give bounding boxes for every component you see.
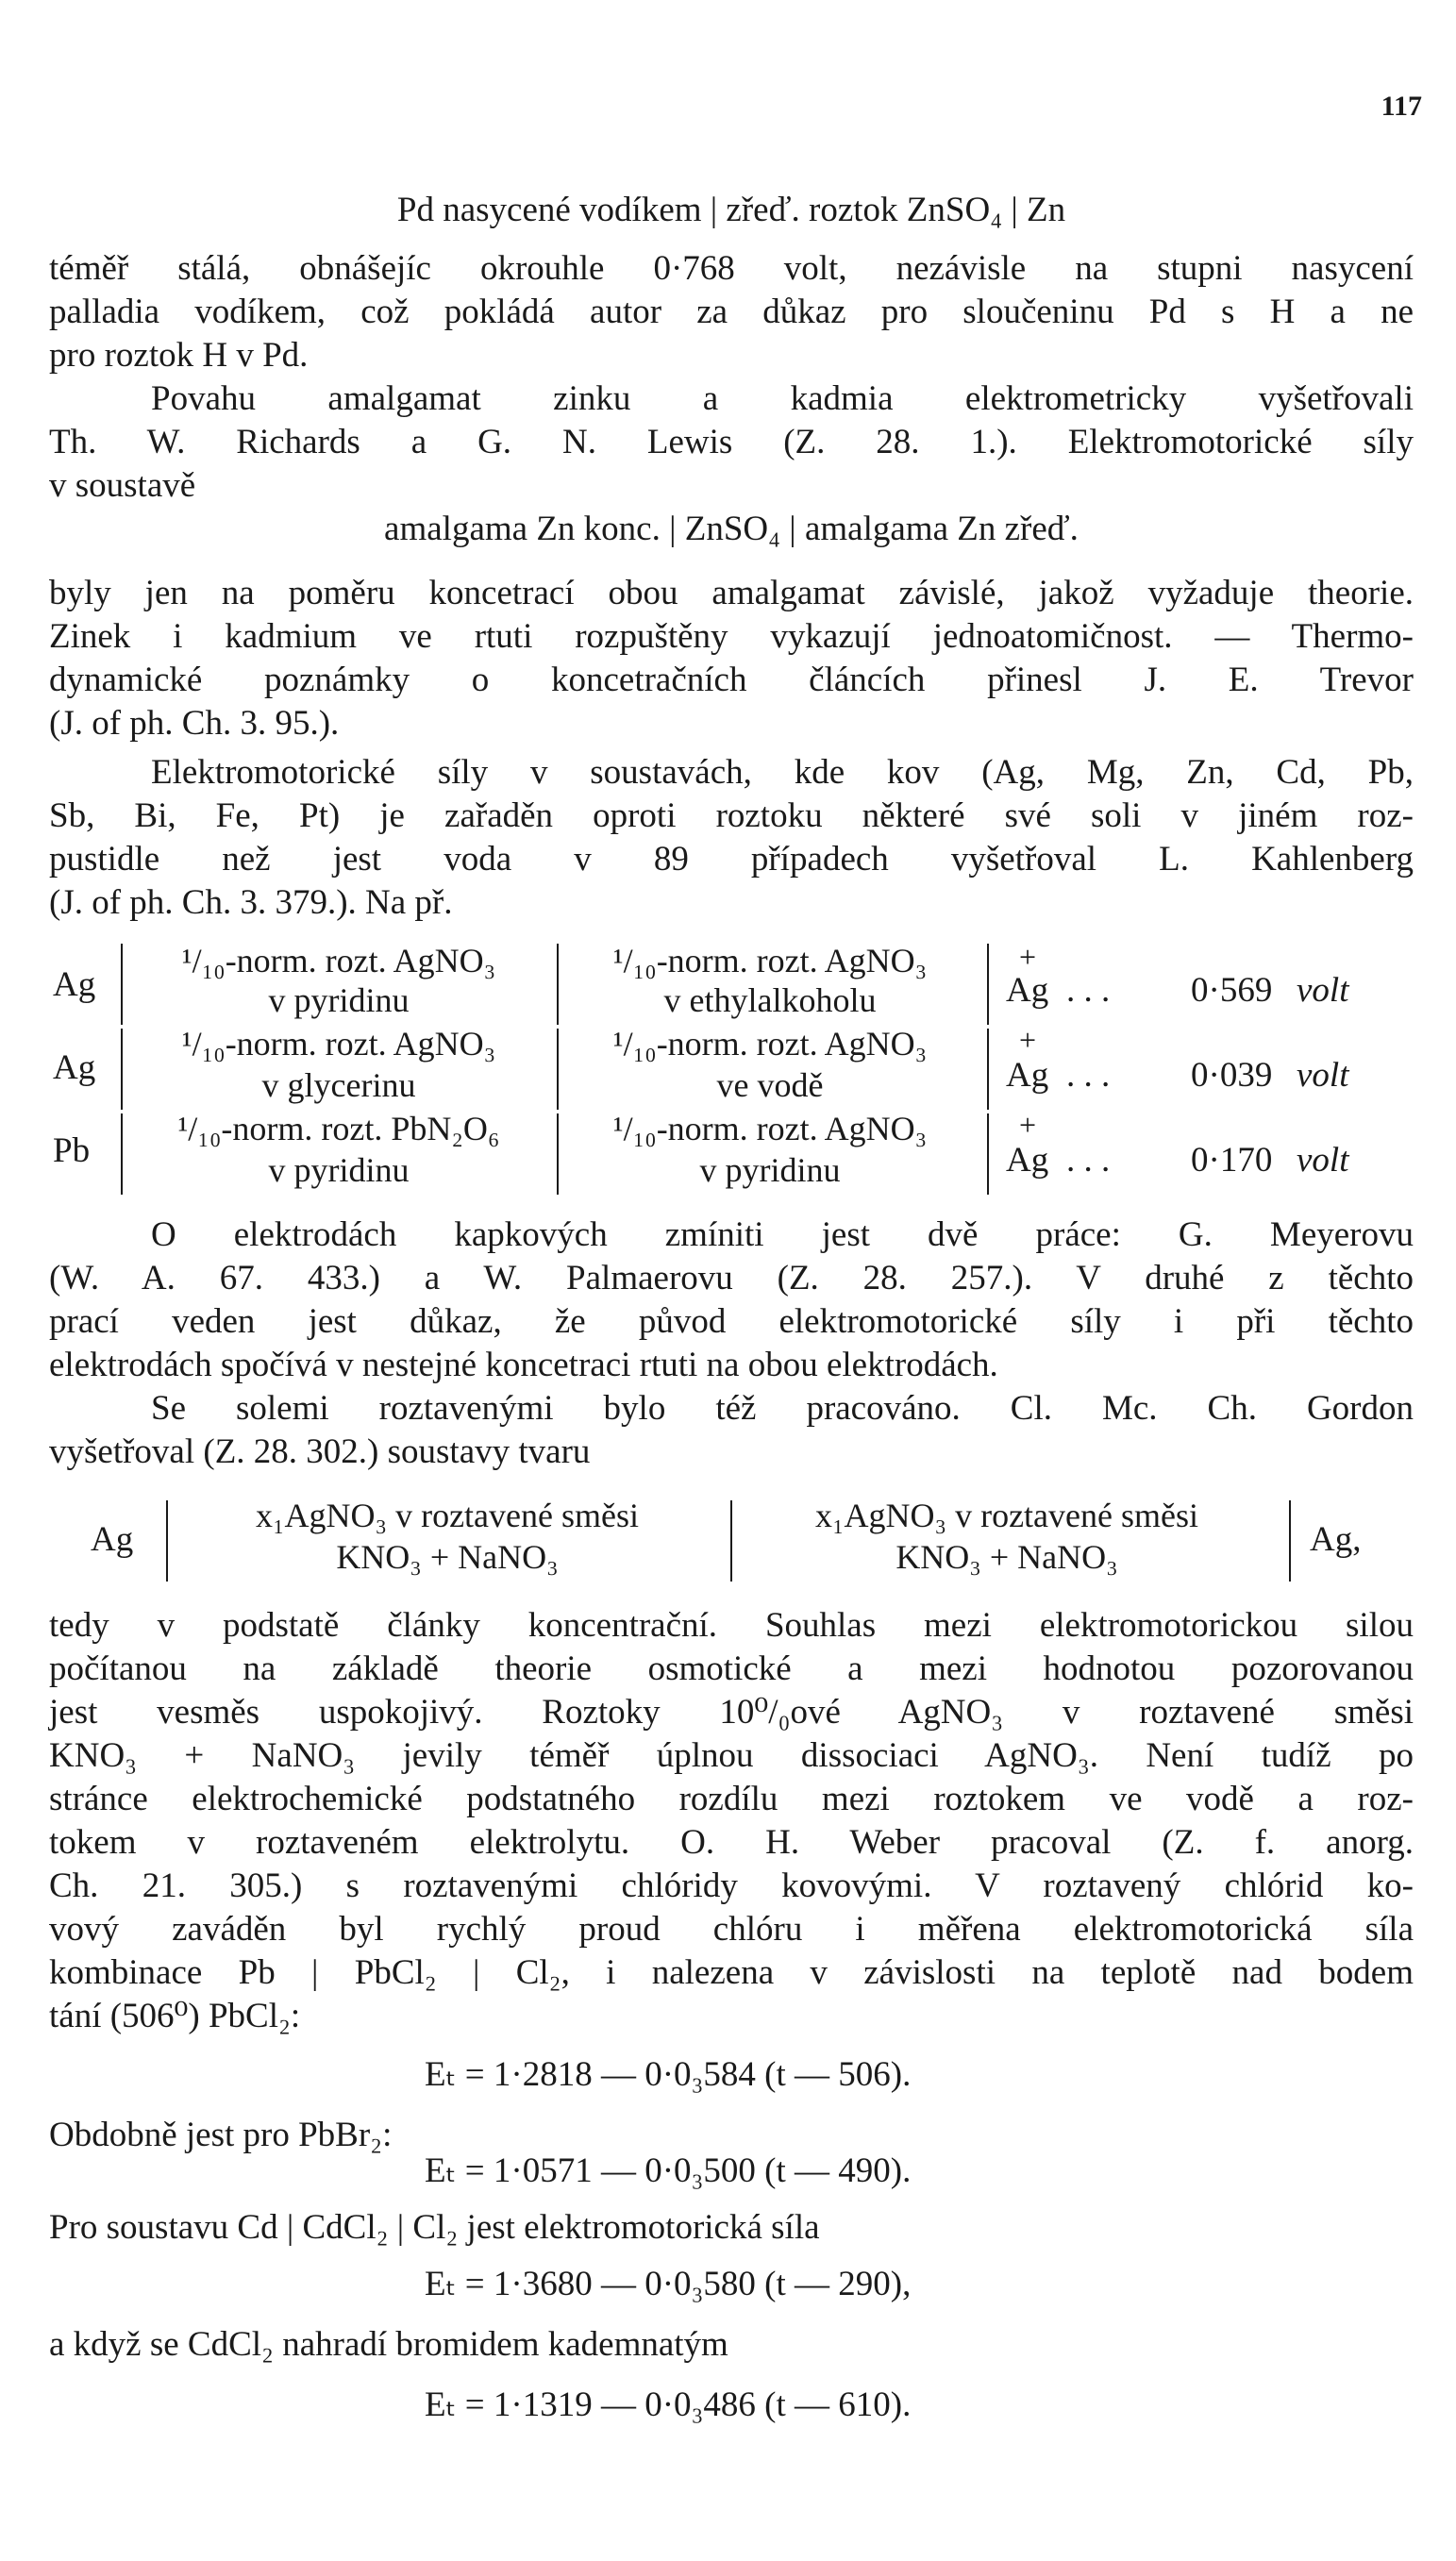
text-line: (J. of ph. Ch. 3. 379.). Na př. xyxy=(49,883,453,922)
cell-separator xyxy=(987,1113,989,1195)
cell-separator xyxy=(166,1500,168,1582)
text-line: Th. W. Richards a G. N. Lewis (Z. 28. 1.). Elektromotorické síly xyxy=(49,423,1414,461)
text-line: KNO₃ + NaNO₃ jevily téměř úplnou dissociaci AgNO₃. Není tudíž po xyxy=(49,1736,1414,1775)
text-line: kombinace Pb | PbCl₂ | Cl₂, i nalezena v závislosti na teplotě nad bodem xyxy=(49,1953,1414,1992)
equation-cdbr2: Eₜ = 1·1319 — 0·0₃486 (t — 610). xyxy=(425,2385,912,2424)
cell-separator xyxy=(557,1029,559,1110)
text-line: počítanou na základě theorie osmotické a mezi hodnotou pozorovanou xyxy=(49,1649,1414,1688)
text-line: vový zaváděn byl rychlý proud chlóru i měřena elektromotorická síla xyxy=(49,1910,1414,1949)
cell-metal: Ag xyxy=(53,1048,96,1087)
emf-value: 0·569 xyxy=(1191,971,1273,1010)
cell-metal: Ag, xyxy=(1310,1520,1362,1559)
cell-scheme-amalgam: amalgama Zn konc. | ZnSO₄ | amalgama Zn zřeď. xyxy=(384,510,1079,548)
cell-separator xyxy=(121,1029,123,1110)
text-line: vyšetřoval (Z. 28. 302.) soustavy tvaru xyxy=(49,1432,591,1471)
cell-separator xyxy=(121,944,123,1025)
equation-pbcl2: Eₜ = 1·2818 — 0·0₃584 (t — 506). xyxy=(425,2055,912,2094)
text-line: Ch. 21. 305.) s roztavenými chlóridy kovovými. V roztavený chlórid ko- xyxy=(49,1866,1414,1905)
electrode-sign: + xyxy=(1019,940,1037,974)
cell-separator xyxy=(987,944,989,1025)
text-line: jest vesměs uspokojivý. Roztoky 10⁰/₀ové AgNO₃ v roztavené směsi xyxy=(49,1693,1414,1732)
text-line: pro roztok H v Pd. xyxy=(49,336,309,375)
melt-right-mixture: KNO₃ + NaNO₃ xyxy=(895,1538,1118,1576)
melt-right-solution: x₁AgNO₃ v roztavené směsi xyxy=(814,1497,1198,1534)
cell-separator xyxy=(557,1113,559,1195)
text-line: Pro soustavu Cd | CdCl₂ | Cl₂ jest elektromotorická síla xyxy=(49,2208,820,2247)
cell-separator xyxy=(1289,1500,1291,1582)
text-line: Povahu amalgamat zinku a kadmia elektrometricky vyšetřovali xyxy=(151,379,1414,418)
text-line: dynamické poznámky o koncetračních článcích přinesl J. E. Trevor xyxy=(49,661,1414,699)
text-line: pustidle než jest voda v 89 případech vyšetřoval L. Kahlenberg xyxy=(49,840,1414,879)
text-line: Elektromotorické síly v soustavách, kde kov (Ag, Mg, Zn, Cd, Pb, xyxy=(151,753,1414,792)
text-line: téměř stálá, obnášejíc okrouhle 0·768 volt, nezávisle na stupni nasycení xyxy=(49,249,1414,288)
page-number: 117 xyxy=(1381,91,1422,122)
text-line: palladia vodíkem, což pokládá autor za důkaz pro sloučeninu Pd s H a ne xyxy=(49,293,1414,331)
cell-metal: Ag xyxy=(91,1520,134,1559)
cell-right-solvent: v ethylalkoholu xyxy=(663,981,877,1019)
melt-left-mixture: KNO₃ + NaNO₃ xyxy=(336,1538,559,1576)
electrode-sign: + xyxy=(1019,1023,1037,1057)
leader-dots: . . . xyxy=(1066,971,1111,1010)
text-line: Se solemi roztavenými bylo též pracováno. Cl. Mc. Ch. Gordon xyxy=(151,1389,1414,1428)
emf-unit: volt xyxy=(1297,1141,1349,1180)
emf-value: 0·039 xyxy=(1191,1056,1273,1095)
equation-pbbr2: Eₜ = 1·0571 — 0·0₃500 (t — 490). xyxy=(425,2151,912,2190)
text-line: prací veden jest důkaz, že původ elektromotorické síly i při těchto xyxy=(49,1302,1414,1341)
text-line: stránce elektrochemické podstatného rozdílu mezi roztokem ve vodě a roz- xyxy=(49,1780,1414,1818)
cell-left-solution: ¹/₁₀-norm. rozt. AgNO₃ xyxy=(181,942,496,979)
cell-left-solvent: v pyridinu xyxy=(268,1151,410,1189)
cell-metal: Ag xyxy=(53,965,96,1004)
leader-dots: . . . xyxy=(1066,1056,1111,1095)
cell-left-solution: ¹/₁₀-norm. rozt. AgNO₃ xyxy=(181,1025,496,1063)
text-line: tání (506⁰) PbCl₂: xyxy=(49,1997,301,2035)
cell-end-metal: Ag xyxy=(1006,1141,1049,1180)
cell-separator xyxy=(987,1029,989,1110)
cell-right-solution: ¹/₁₀-norm. rozt. AgNO₃ xyxy=(612,1110,928,1147)
equation-cdcl2: Eₜ = 1·3680 — 0·0₃580 (t — 290), xyxy=(425,2265,912,2303)
cell-metal: Pb xyxy=(53,1131,91,1170)
text-line: tokem v roztaveném elektrolytu. O. H. Weber pracoval (Z. f. anorg. xyxy=(49,1823,1414,1862)
cell-end-metal: Ag xyxy=(1006,971,1049,1010)
text-line: O elektrodách kapkových zmíniti jest dvě práce: G. Meyerovu xyxy=(151,1215,1414,1254)
emf-value: 0·170 xyxy=(1191,1141,1273,1180)
cell-left-solution: ¹/₁₀-norm. rozt. PbN₂O₆ xyxy=(177,1110,500,1147)
text-line: byly jen na poměru koncetrací obou amalgamat závislé, jakož vyžaduje theorie. xyxy=(49,574,1414,612)
text-line: tedy v podstatě články koncentrační. Souhlas mezi elektromotorickou silou xyxy=(49,1606,1414,1645)
cell-right-solution: ¹/₁₀-norm. rozt. AgNO₃ xyxy=(612,942,928,979)
text-line: Obdobně jest pro PbBr₂: xyxy=(49,2116,393,2154)
cell-left-solvent: v glycerinu xyxy=(261,1066,416,1104)
text-line: elektrodách spočívá v nestejné koncetraci rtuti na obou elektrodách. xyxy=(49,1346,998,1384)
cell-separator xyxy=(121,1113,123,1195)
emf-unit: volt xyxy=(1297,971,1349,1010)
cell-left-solvent: v pyridinu xyxy=(268,981,410,1019)
cell-right-solvent: ve vodě xyxy=(716,1066,824,1104)
melt-left-solution: x₁AgNO₃ v roztavené směsi xyxy=(255,1497,639,1534)
emf-unit: volt xyxy=(1297,1056,1349,1095)
cell-scheme-pd-zn: Pd nasycené vodíkem | zřeď. roztok ZnSO₄ | Zn xyxy=(396,191,1066,229)
cell-right-solvent: v pyridinu xyxy=(699,1151,841,1189)
cell-separator xyxy=(730,1500,732,1582)
cell-end-metal: Ag xyxy=(1006,1056,1049,1095)
text-line: Sb, Bi, Fe, Pt) je zařaděn oproti roztoku některé své soli v jiném roz- xyxy=(49,796,1414,835)
leader-dots: . . . xyxy=(1066,1141,1111,1180)
cell-separator xyxy=(557,944,559,1025)
text-line: (W. A. 67. 433.) a W. Palmaerovu (Z. 28. 257.). V druhé z těchto xyxy=(49,1259,1414,1297)
cell-right-solution: ¹/₁₀-norm. rozt. AgNO₃ xyxy=(612,1025,928,1063)
electrode-sign: + xyxy=(1019,1108,1037,1142)
text-line: Zinek i kadmium ve rtuti rozpuštěny vykazují jednoatomičnost. — Thermo- xyxy=(49,617,1414,656)
text-line: v soustavě xyxy=(49,466,196,505)
text-line: a když se CdCl₂ nahradí bromidem kademnatým xyxy=(49,2325,728,2364)
text-line: (J. of ph. Ch. 3. 95.). xyxy=(49,704,340,743)
